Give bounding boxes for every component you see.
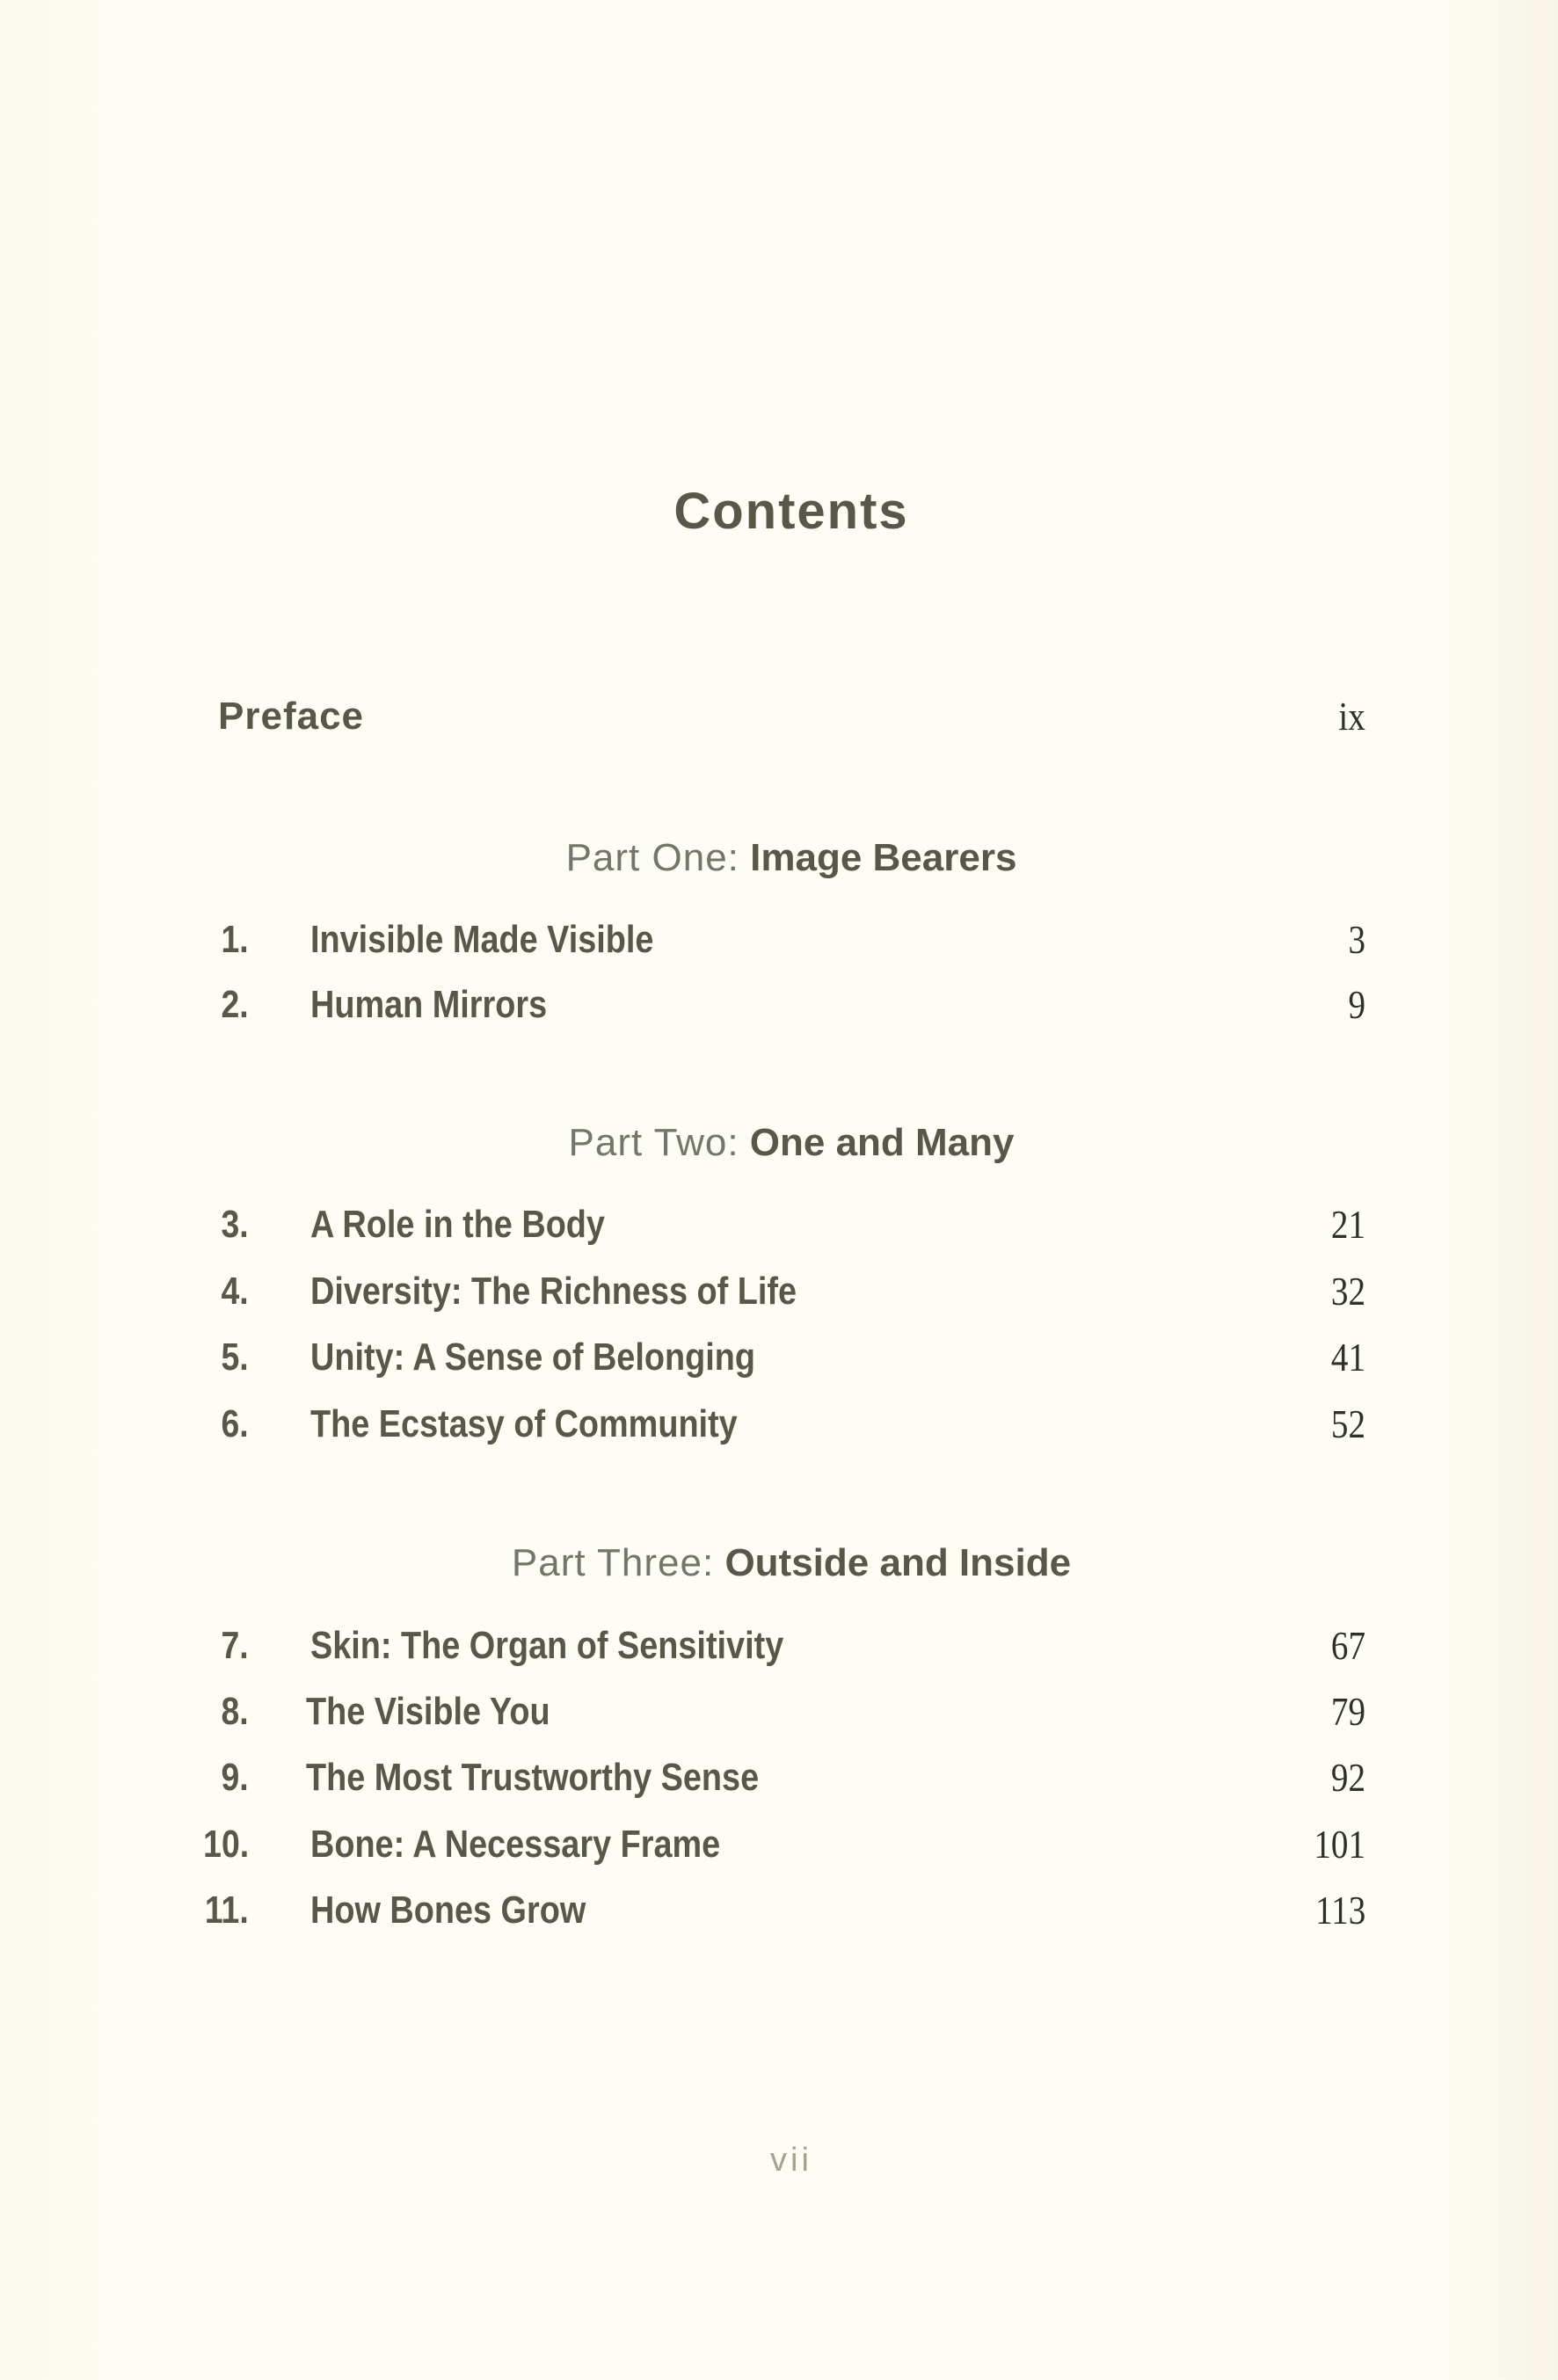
chapter-page: 101 — [1314, 1822, 1365, 1867]
toc-entry-chapter-2 — [218, 979, 1365, 1031]
page-folio: vii — [770, 2142, 812, 2179]
chapter-page: 32 — [1330, 1269, 1365, 1314]
toc-entry-chapter-8 — [218, 1685, 1365, 1738]
chapter-number: 9. — [221, 1756, 249, 1799]
chapter-number: 10. — [203, 1823, 249, 1866]
chapter-number: 2. — [221, 983, 249, 1026]
part-prefix: Part One: — [565, 836, 739, 879]
chapter-page: 113 — [1314, 1888, 1365, 1932]
chapter-number: 11. — [205, 1889, 249, 1932]
chapter-page: 21 — [1330, 1202, 1365, 1247]
toc-entry-chapter-6 — [218, 1398, 1365, 1451]
toc-entry-preface — [218, 690, 1365, 743]
page-title: Contents — [673, 483, 909, 540]
chapter-title: Unity: A Sense of Belonging — [310, 1336, 755, 1379]
toc-entry-title: Preface — [218, 695, 365, 738]
part-prefix: Part Three: — [511, 1541, 715, 1584]
part-prefix: Part Two: — [568, 1121, 739, 1164]
chapter-number: 1. — [221, 918, 249, 961]
chapter-title: The Ecstasy of Community — [310, 1402, 738, 1445]
toc-entry-chapter-4 — [218, 1265, 1365, 1318]
part-title: One and Many — [749, 1121, 1015, 1164]
toc-entry-chapter-9 — [218, 1751, 1365, 1804]
chapter-number: 7. — [221, 1624, 249, 1667]
toc-entry-chapter-7 — [218, 1619, 1365, 1672]
toc-entry-chapter-5 — [218, 1331, 1365, 1384]
toc-entry-chapter-10 — [203, 1818, 1365, 1871]
chapter-title: Skin: The Organ of Sensitivity — [310, 1624, 784, 1667]
chapter-title: Human Mirrors — [310, 983, 548, 1026]
chapter-title: Bone: A Necessary Frame — [310, 1823, 721, 1866]
part-title: Image Bearers — [750, 836, 1017, 879]
toc-entry-chapter-1 — [218, 913, 1365, 966]
chapter-number: 8. — [221, 1690, 249, 1733]
part-title: Outside and Inside — [724, 1541, 1072, 1584]
chapter-number: 5. — [221, 1336, 249, 1379]
chapter-title: Diversity: The Richness of Life — [310, 1270, 797, 1313]
part-heading-three — [0, 1537, 1558, 1590]
toc-entry-chapter-11 — [205, 1884, 1365, 1937]
chapter-title: The Most Trustworthy Sense — [306, 1756, 760, 1799]
toc-entry-page: ix — [1338, 694, 1365, 739]
chapter-title: A Role in the Body — [310, 1203, 605, 1246]
chapter-title: How Bones Grow — [310, 1889, 586, 1932]
chapter-page: 79 — [1330, 1689, 1365, 1734]
chapter-page: 92 — [1330, 1755, 1365, 1800]
part-heading-two — [0, 1117, 1558, 1169]
toc-entry-chapter-3 — [218, 1198, 1365, 1251]
chapter-page: 67 — [1330, 1623, 1365, 1668]
chapter-page: 9 — [1348, 982, 1365, 1027]
chapter-page: 3 — [1348, 917, 1365, 962]
chapter-page: 52 — [1330, 1401, 1365, 1446]
part-heading-one — [0, 832, 1558, 884]
chapter-number: 3. — [221, 1203, 249, 1246]
chapter-number: 4. — [221, 1270, 249, 1313]
chapter-page: 41 — [1330, 1335, 1365, 1379]
chapter-number: 6. — [221, 1402, 249, 1445]
chapter-title: The Visible You — [306, 1690, 550, 1733]
chapter-title: Invisible Made Visible — [310, 918, 654, 961]
